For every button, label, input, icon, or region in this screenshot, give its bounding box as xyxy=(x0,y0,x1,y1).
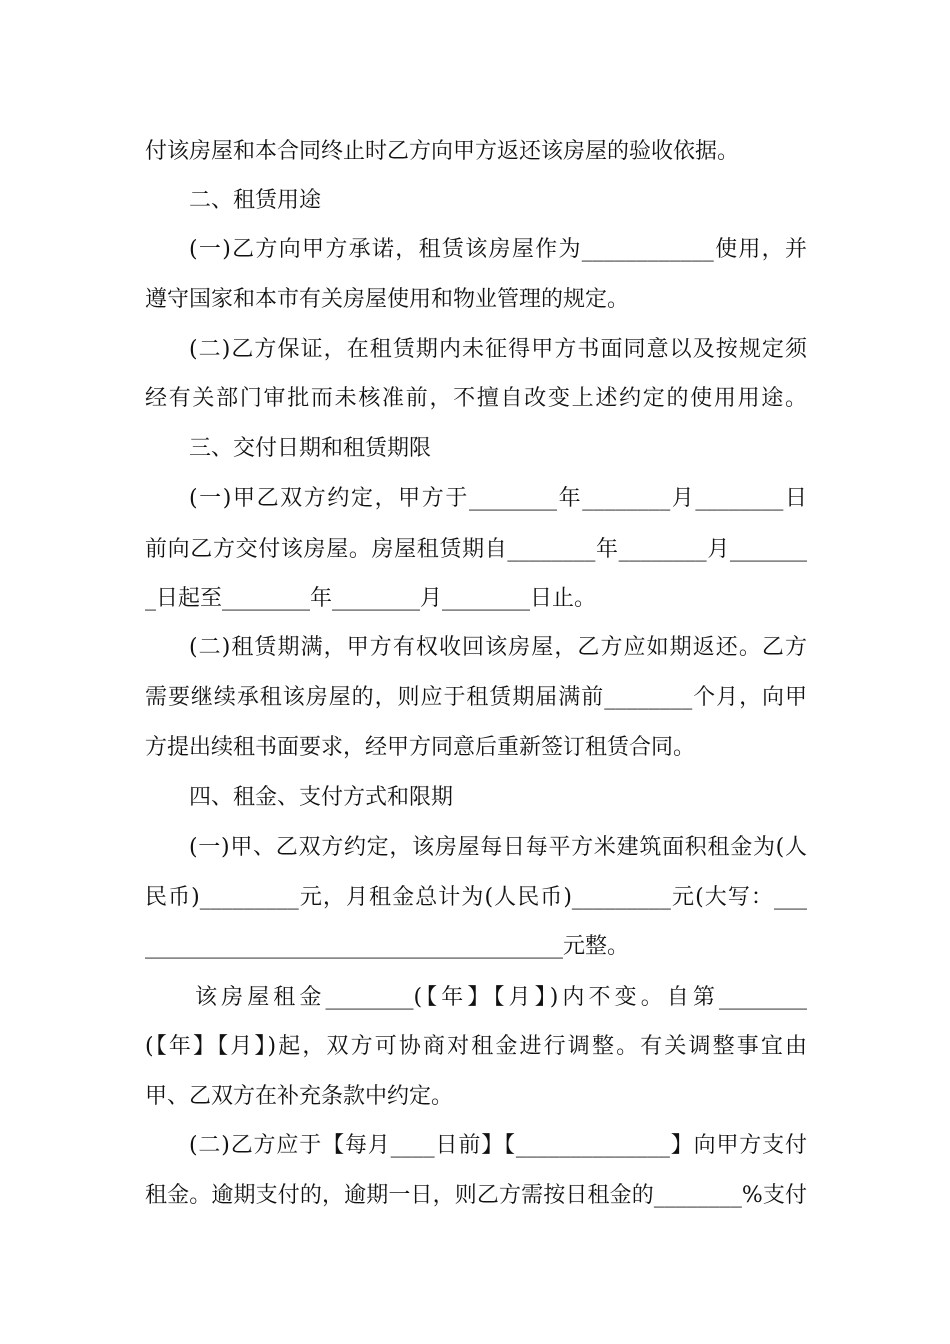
paragraph-line: 付该房屋和本合同终止时乙方向甲方返还该房屋的验收依据。 xyxy=(145,139,740,164)
paragraph-line: 租金。逾期支付的，逾期一日，则乙方需按日租金的________%支付 xyxy=(145,1183,807,1208)
paragraph-line: (二)乙方应于【每月____日前】【______________】向甲方支付 xyxy=(189,1133,807,1158)
section-heading: 四、租金、支付方式和限期 xyxy=(189,785,454,810)
paragraph-line: 经有关部门审批而未核准前，不擅自改变上述约定的使用用途。 xyxy=(145,386,807,411)
paragraph-line: (一)甲、乙双方约定，该房屋每日每平方米建筑面积租金为(人 xyxy=(189,835,807,860)
paragraph-line: 该房屋租金________(【年】【月】)内不变。自第________ xyxy=(195,985,807,1010)
paragraph-line: 遵守国家和本市有关房屋使用和物业管理的规定。 xyxy=(145,287,630,312)
paragraph-line: 方提出续租书面要求，经甲方同意后重新签订租赁合同。 xyxy=(145,735,696,760)
section-heading: 三、交付日期和租赁期限 xyxy=(189,436,432,461)
paragraph-line: 前向乙方交付该房屋。房屋租赁期自________年________月_______ xyxy=(145,537,807,562)
paragraph-line: (【年】【月】)起，双方可协商对租金进行调整。有关调整事宜由 xyxy=(145,1034,807,1059)
paragraph-line: ______________________________________元整。 xyxy=(145,934,630,959)
paragraph-line: (一)甲乙双方约定，甲方于________年________月________日 xyxy=(189,486,807,511)
paragraph-line: _日起至________年________月________日止。 xyxy=(145,586,597,611)
paragraph-line: (一)乙方向甲方承诺，租赁该房屋作为____________使用，并 xyxy=(189,237,807,262)
paragraph-line: 民币)_________元，月租金总计为(人民币)_________元(大写：___ xyxy=(145,885,807,910)
section-heading: 二、租赁用途 xyxy=(189,188,322,213)
paragraph-line: (二)乙方保证，在租赁期内未征得甲方书面同意以及按规定须 xyxy=(189,337,807,362)
paragraph-line: 甲、乙双方在补充条款中约定。 xyxy=(145,1084,454,1109)
paragraph-line: (二)租赁期满，甲方有权收回该房屋，乙方应如期返还。乙方 xyxy=(189,635,807,660)
paragraph-line: 需要继续承租该房屋的，则应于租赁期届满前________个月，向甲 xyxy=(145,685,807,710)
